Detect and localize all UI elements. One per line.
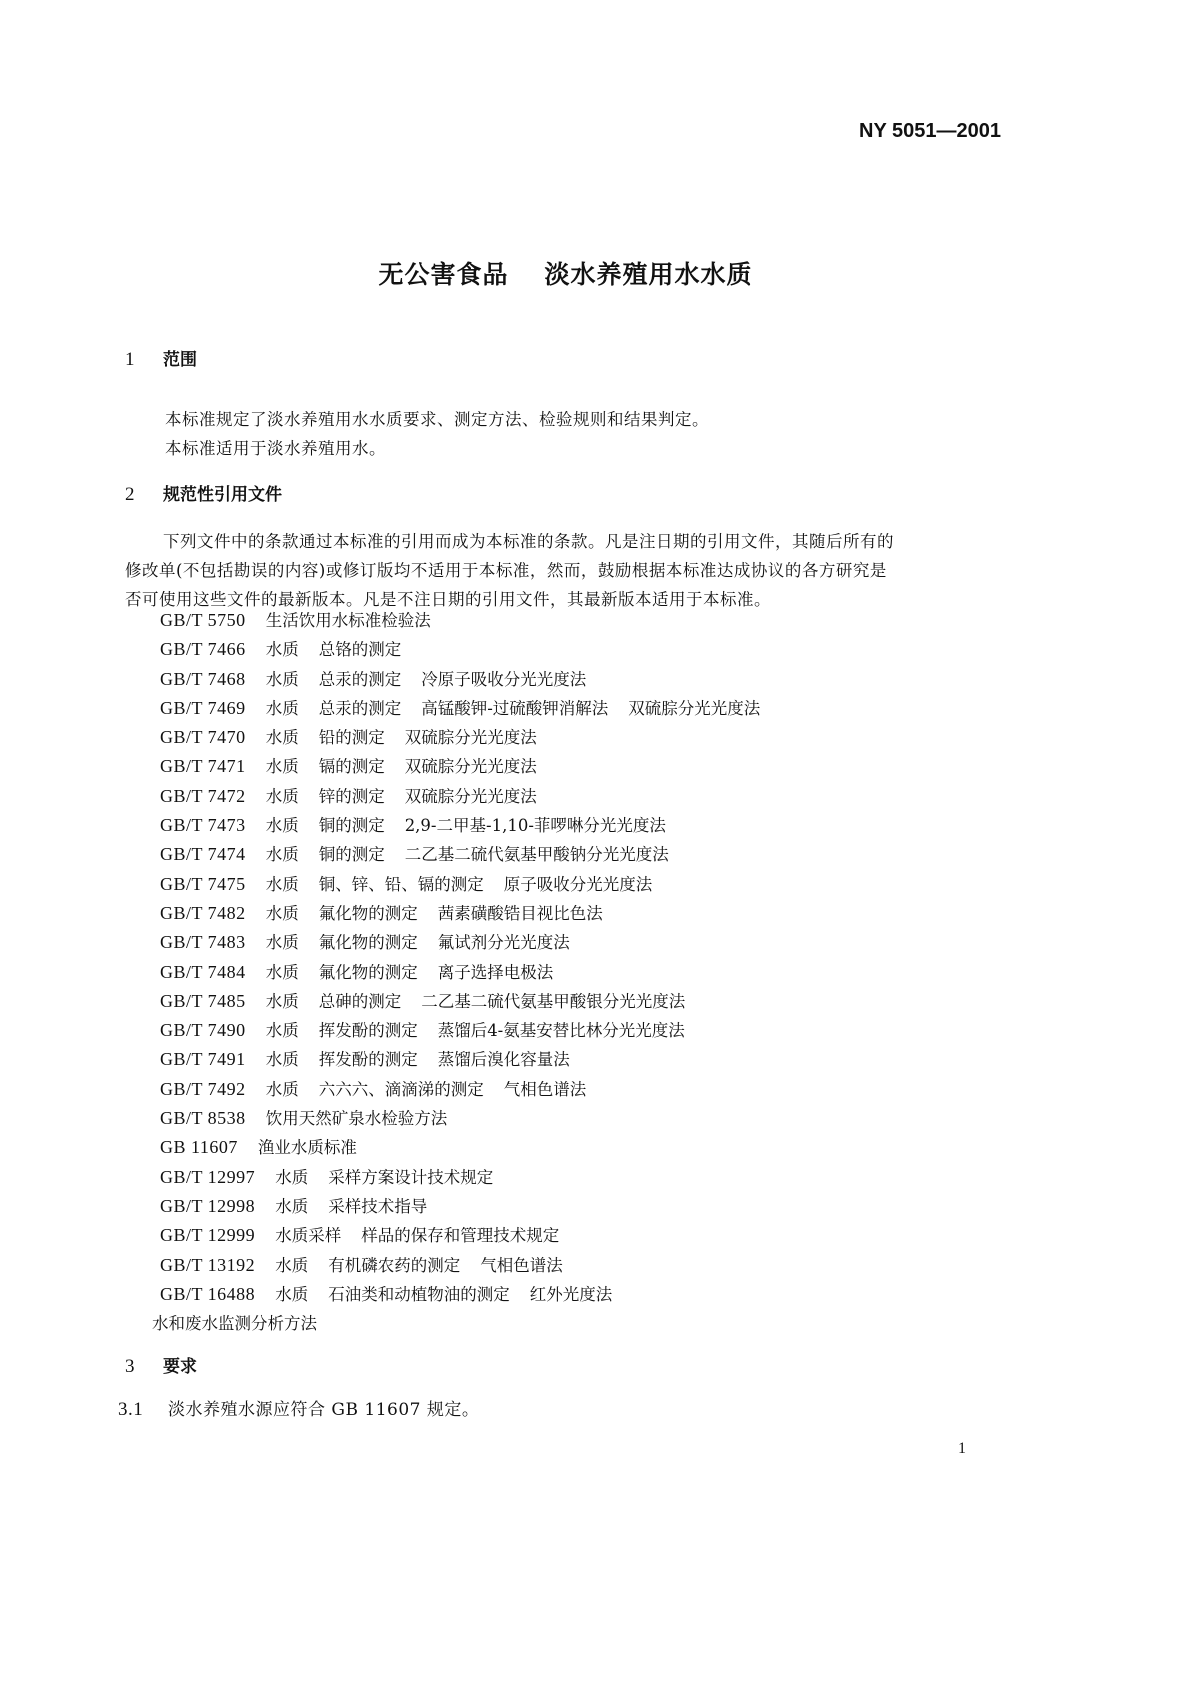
reference-code: GB/T 5750 — [160, 610, 246, 630]
reference-code: GB/T 7490 — [160, 1020, 246, 1041]
reference-item — [160, 1280, 780, 1309]
reference-text: 蒸馏后溴化容量法 — [437, 1050, 570, 1070]
section-2-body — [125, 527, 1005, 614]
reference-text: 冷原子吸收分光光度法 — [421, 669, 587, 689]
reference-text: 有机磷农药的测定 — [328, 1255, 461, 1275]
reference-item — [160, 694, 780, 723]
reference-text: 饮用天然矿泉水检验方法 — [265, 1109, 448, 1129]
reference-text: 渔业水质标准 — [257, 1138, 357, 1158]
reference-item — [160, 1075, 780, 1104]
reference-code: GB/T 7468 — [160, 668, 246, 689]
reference-item — [160, 1163, 780, 1192]
reference-item — [160, 987, 780, 1016]
reference-text: 水质 — [275, 1284, 309, 1304]
reference-text: 水质 — [265, 1021, 299, 1041]
reference-text: 生活饮用水标准检验法 — [265, 611, 431, 630]
reference-code: GB/T 7469 — [160, 697, 246, 718]
clause-number: 3.1 — [118, 1399, 144, 1420]
reference-item — [160, 723, 780, 752]
reference-text: 高锰酸钾-过硫酸钾消解法 — [421, 698, 609, 718]
reference-text: 蒸馏后4-氨基安替比林分光光度法 — [437, 1021, 685, 1041]
reference-code: GB/T 16488 — [160, 1283, 256, 1304]
reference-text: 离子选择电极法 — [437, 962, 554, 982]
reference-code: GB/T 7482 — [160, 902, 246, 923]
reference-text: 水质 — [265, 698, 299, 718]
reference-text: 铅的测定 — [318, 728, 385, 748]
reference-code: GB/T 12998 — [160, 1195, 256, 1216]
reference-text: 镉的测定 — [318, 757, 385, 777]
reference-list — [152, 606, 780, 1338]
section-title: 范围 — [163, 350, 197, 370]
standard-number: NY 5051—2001 — [859, 120, 1001, 142]
reference-item — [160, 782, 780, 811]
reference-text: 二乙基二硫代氨基甲酸钠分光光度法 — [404, 845, 669, 865]
reference-text: 双硫腙分光光度法 — [404, 757, 537, 777]
clause-text: 淡水养殖水源应符合 GB 11607 规定。 — [168, 1400, 480, 1420]
reference-text: 水质 — [265, 728, 299, 748]
reference-text: 氟试剂分光光度法 — [437, 933, 570, 953]
section-1-body — [165, 405, 709, 463]
reference-text: 水质 — [265, 816, 299, 836]
reference-text: 水质 — [265, 1079, 299, 1099]
reference-text: 水质 — [265, 874, 299, 894]
reference-text: 气相色谱法 — [503, 1079, 587, 1099]
reference-text: 2,9-二甲基-1,10-菲啰啉分光光度法 — [404, 816, 666, 836]
reference-text: 气相色谱法 — [480, 1255, 563, 1275]
section-number: 3 — [125, 1356, 135, 1377]
reference-text: 石油类和动植物油的测定 — [328, 1284, 510, 1304]
reference-item — [160, 958, 780, 987]
reference-text: 铜的测定 — [318, 845, 385, 865]
reference-text: 总汞的测定 — [318, 698, 402, 718]
reference-code: GB/T 7474 — [160, 844, 246, 865]
reference-item — [160, 1221, 780, 1250]
reference-text: 红外光度法 — [529, 1284, 613, 1304]
reference-text: 水质 — [275, 1167, 309, 1187]
reference-code: GB/T 7473 — [160, 815, 246, 836]
reference-code: GB/T 7470 — [160, 727, 246, 748]
reference-item — [160, 606, 780, 635]
paragraph: 修改单(不包括勘误的内容)或修订版均不适用于本标准，然而，鼓励根据本标准达成协议的各方研究是 — [125, 561, 887, 580]
reference-item — [152, 1309, 780, 1338]
paragraph: 本标准规定了淡水养殖用水水质要求、测定方法、检验规则和结果判定。 — [165, 410, 709, 429]
reference-item — [160, 635, 780, 664]
section-title: 规范性引用文件 — [163, 485, 282, 505]
reference-item — [160, 899, 780, 928]
reference-text: 水质 — [275, 1196, 309, 1216]
reference-text: 水质 — [265, 786, 299, 806]
reference-text: 挥发酚的测定 — [318, 1021, 418, 1041]
reference-text: 茜素磺酸锆目视比色法 — [437, 903, 603, 923]
reference-text: 水质采样 — [275, 1226, 342, 1246]
reference-item — [160, 752, 780, 781]
reference-code: GB/T 8538 — [160, 1108, 246, 1129]
reference-text: 水质 — [265, 845, 299, 865]
reference-text: 挥发酚的测定 — [318, 1050, 418, 1070]
reference-text: 水和废水监测分析方法 — [152, 1314, 317, 1334]
reference-text: 水质 — [265, 991, 299, 1011]
section-number: 2 — [125, 484, 135, 505]
reference-text: 原子吸收分光光度法 — [503, 874, 653, 894]
section-number: 1 — [125, 349, 135, 370]
reference-code: GB/T 7491 — [160, 1049, 246, 1070]
reference-text: 水质 — [265, 1050, 299, 1070]
page-number: 1 — [958, 1440, 966, 1457]
reference-code: GB/T 7483 — [160, 932, 246, 953]
reference-item — [160, 1016, 780, 1045]
reference-text: 水质 — [265, 757, 299, 777]
paragraph: 下列文件中的条款通过本标准的引用而成为本标准的条款。凡是注日期的引用文件，其随后所有的 — [163, 532, 894, 551]
reference-text: 双硫腙分光光度法 — [404, 786, 537, 806]
reference-code: GB/T 12997 — [160, 1166, 256, 1187]
reference-text: 样品的保存和管理技术规定 — [361, 1226, 560, 1246]
reference-code: GB/T 7475 — [160, 873, 246, 894]
section-1-heading — [125, 345, 197, 371]
reference-item — [160, 928, 780, 957]
section-2-heading — [125, 480, 282, 506]
reference-item — [160, 870, 780, 899]
reference-item — [160, 811, 780, 840]
reference-item — [160, 1045, 780, 1074]
reference-text: 水质 — [265, 933, 299, 953]
reference-text: 铜的测定 — [318, 816, 385, 836]
reference-text: 水质 — [265, 640, 299, 660]
reference-text: 六六六、滴滴涕的测定 — [318, 1079, 484, 1099]
reference-text: 双硫腙分光光度法 — [404, 728, 537, 748]
reference-code: GB/T 7484 — [160, 961, 246, 982]
clause-3-1 — [118, 1395, 479, 1425]
reference-text: 氟化物的测定 — [318, 933, 418, 953]
reference-item — [160, 665, 780, 694]
reference-text: 采样技术指导 — [328, 1196, 428, 1216]
reference-text: 总砷的测定 — [318, 991, 402, 1011]
reference-text: 水质 — [275, 1255, 309, 1275]
reference-item — [160, 840, 780, 869]
section-title: 要求 — [163, 1357, 197, 1377]
reference-code: GB/T 7472 — [160, 785, 246, 806]
reference-code: GB/T 7471 — [160, 756, 246, 777]
reference-item — [160, 1133, 780, 1162]
reference-text: 水质 — [265, 962, 299, 982]
paragraph: 本标准适用于淡水养殖用水。 — [165, 439, 386, 458]
title-part-2: 淡水养殖用水水质 — [544, 260, 753, 289]
reference-item — [160, 1192, 780, 1221]
reference-code: GB/T 7492 — [160, 1078, 246, 1099]
reference-text: 采样方案设计技术规定 — [328, 1167, 494, 1187]
reference-code: GB/T 12999 — [160, 1225, 256, 1246]
reference-code: GB/T 13192 — [160, 1254, 256, 1275]
reference-text: 氟化物的测定 — [318, 962, 418, 982]
reference-text: 水质 — [265, 669, 299, 689]
paragraph: 否可使用这些文件的最新版本。凡是不注日期的引用文件，其最新版本适用于本标准。 — [125, 590, 771, 609]
reference-code: GB/T 7485 — [160, 990, 246, 1011]
document-title — [0, 255, 1131, 291]
reference-text: 二乙基二硫代氨基甲酸银分光光度法 — [421, 991, 686, 1011]
reference-item — [160, 1104, 780, 1133]
reference-text: 铜、锌、铅、镉的测定 — [318, 874, 484, 894]
reference-code: GB/T 7466 — [160, 639, 246, 660]
reference-text: 氟化物的测定 — [318, 903, 418, 923]
reference-text: 总汞的测定 — [318, 669, 402, 689]
reference-text: 锌的测定 — [318, 786, 385, 806]
reference-text: 双硫腙分光光度法 — [628, 698, 761, 718]
section-3-heading — [125, 1352, 197, 1378]
reference-item — [160, 1251, 780, 1280]
reference-code: GB 11607 — [160, 1137, 238, 1158]
reference-text: 水质 — [265, 903, 299, 923]
reference-text: 总铬的测定 — [318, 640, 402, 660]
title-part-1: 无公害食品 — [378, 260, 509, 289]
